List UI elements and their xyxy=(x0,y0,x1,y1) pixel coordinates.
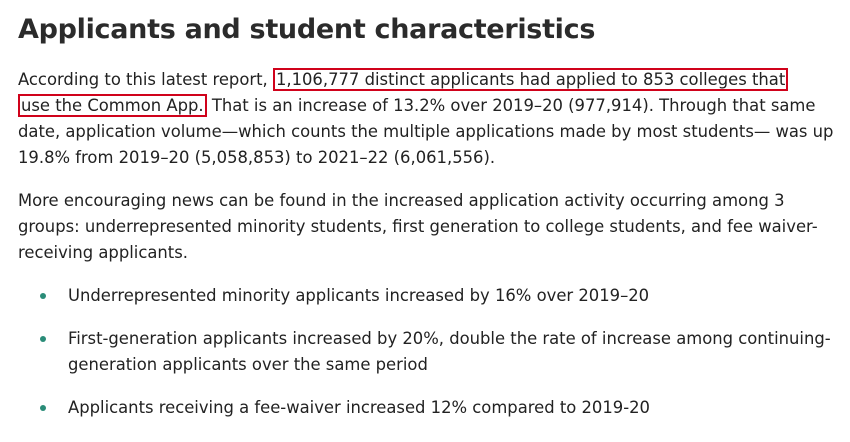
list-item xyxy=(18,283,838,309)
list-item xyxy=(18,326,838,378)
list-item xyxy=(18,395,838,421)
list-item-text: Applicants receiving a fee-waiver increased 12% compared to 2019-20 xyxy=(68,398,650,417)
bullet-dot-icon xyxy=(40,405,46,411)
paragraph-report-summary xyxy=(18,67,838,171)
bullet-dot-icon xyxy=(40,336,46,342)
bullet-list xyxy=(18,283,838,421)
section-heading: Applicants and student characteristics xyxy=(18,14,596,45)
list-item-text: First-generation applicants increased by 20%, double the rate of increase among continuing-generation applicants over the same period xyxy=(68,329,831,374)
paragraph-encouraging-news: More encouraging news can be found in the increased application activity occurring among 3 groups: underrepresented minority students, first generation to college students, and fee waiver-receiving applicants. xyxy=(18,191,818,262)
highlighted-text-line-2: use the Common App. xyxy=(18,94,207,117)
paragraph-lead-text: According to this latest report, xyxy=(18,70,273,89)
list-item-text: Underrepresented minority applicants increased by 16% over 2019–20 xyxy=(68,286,650,305)
bullet-dot-icon xyxy=(40,293,46,299)
highlighted-text-line-1: 1,106,777 distinct applicants had applied to 853 colleges that xyxy=(273,68,788,91)
paragraph-rest-text: That is an increase of 13.2% over 2019–20 (977,914). Through that same date, application volume—which counts the multiple applications made by most students— was up 19.8% from 2019–20 (5,058,853) to 2021–22 (6,061,556). xyxy=(18,96,834,167)
